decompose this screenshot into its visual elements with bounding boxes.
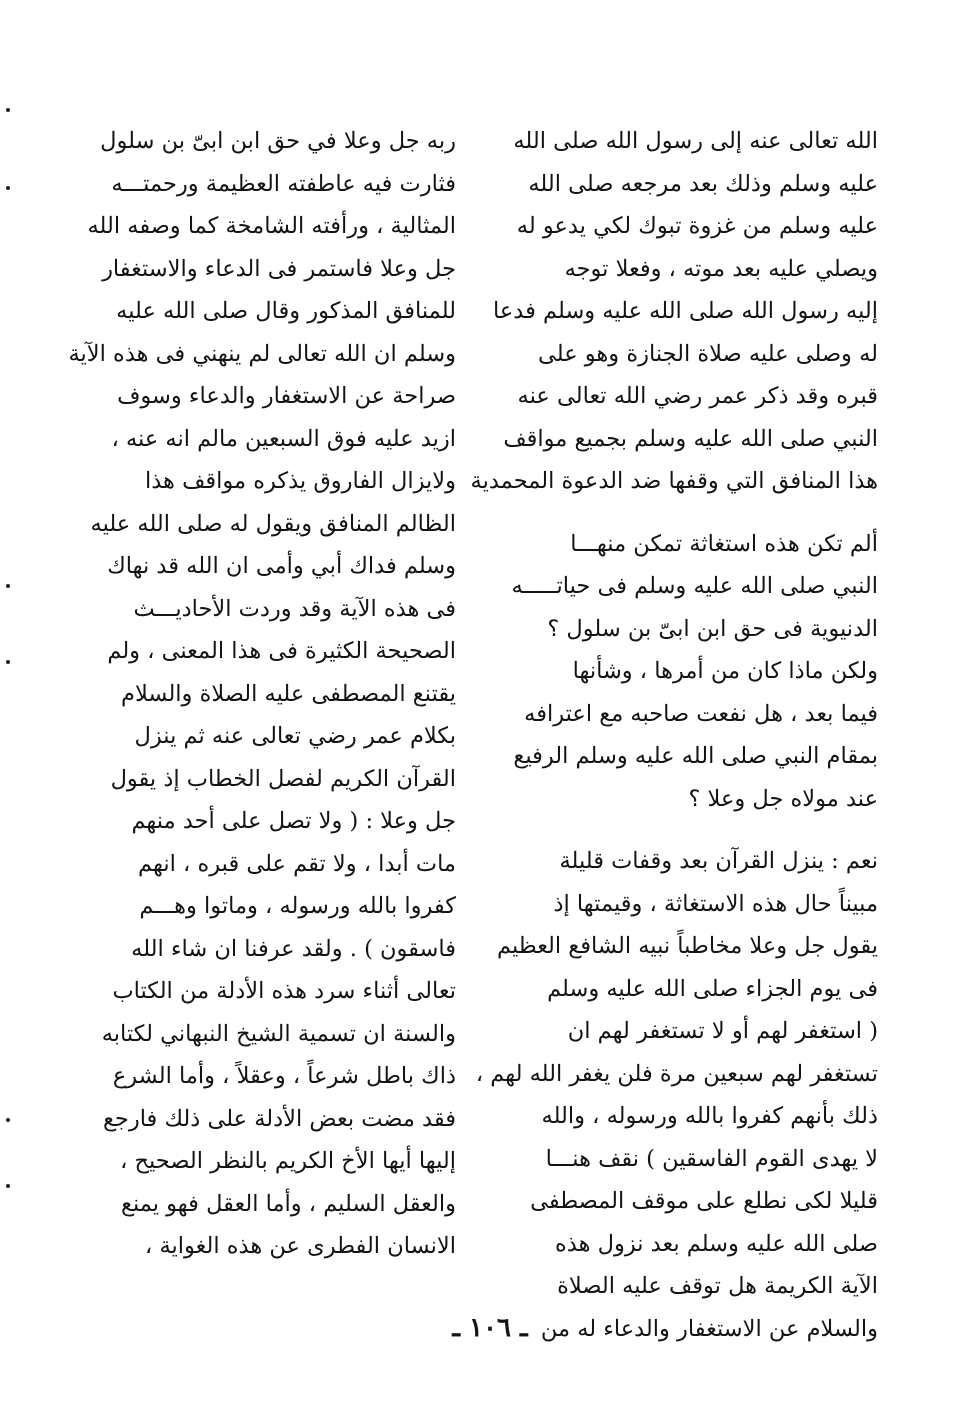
text-line: عليه وسلم وذلك بعد مرجعه صلى الله [528,170,878,197]
text-line: لا يهدى القوم الفاسقين ) نقف هنـــا [545,1145,878,1172]
text-line: هذا المنافق التي وقفها ضد الدعوة المحمدية [470,468,878,494]
text-line: وسلم ان الله تعالى لم ينهني فى هذه الآية [68,340,456,367]
text-line: ( استغفر لهم أو لا تستغفر لهم ان [567,1018,878,1044]
margin-mark [6,1118,10,1122]
text-line: عليه وسلم من غزوة تبوك لكي يدعو له [516,213,878,239]
text-line: بمقام النبي صلى الله عليه وسلم الرفيع [513,743,878,769]
text-line: قبره وقد ذكر عمر رضي الله تعالى عنه [517,383,878,409]
page-number: ـ ١٠٦ ـ [452,1313,528,1343]
margin-mark [6,1184,10,1188]
text-line: فقد مضت بعض الأدلة على ذلك فارجع [102,1105,456,1132]
margin-mark [6,660,10,664]
text-line: فاسقون ) . ولقد عرفنا ان شاء الله [131,935,456,962]
text-line: الدنيوية فى حق ابن ابىّ بن سلول ؟ [547,615,878,642]
text-line: صلى الله عليه وسلم بعد نزول هذه [555,1230,878,1257]
text-line: مات أبدا ، ولا تقم على قبره ، انهم [138,850,456,877]
text-line: ولايزال الفاروق يذكره مواقف هذا [144,468,456,494]
text-line: والسنة ان تسمية الشيخ النبهاني لكتابه [101,1020,456,1047]
text-line: وسلم فداك أبي وأمى ان الله قد نهاك [107,553,456,579]
text-line: تستغفر لهم سبعين مرة فلن يغفر الله لهم ، [475,1060,878,1087]
paragraph [68,120,456,1268]
text-line: فثارت فيه عاطفته العظيمة ورحمتـــه [111,170,456,197]
text-line: يقتنع المصطفى عليه الصلاة والسلام [121,680,456,707]
text-line: الصحيحة الكثيرة فى هذا المعنى ، ولم [107,638,456,664]
text-line: الآية الكريمة هل توقف عليه الصلاة [557,1273,878,1299]
text-line: ولكن ماذا كان من أمرها ، وشأنها [572,658,878,684]
text-line: قليلا لكى نطلع على موقف المصطفى [530,1188,878,1214]
text-line: كفروا بالله ورسوله ، وماتوا وهـــم [139,893,456,919]
paragraph-gap [512,820,878,840]
text-line: ويصلي عليه بعد موته ، وفعلا توجه [564,255,878,282]
text-line: جل وعلا فاستمر فى الدعاء والاستغفار [102,255,456,282]
text-line: القرآن الكريم لفصل الخطاب إذ يقول [110,765,456,792]
margin-mark [6,584,10,588]
text-line: فيما بعد ، هل نفعت صاحبه مع اعترافه [524,700,878,727]
text-line: ازيد عليه فوق السبعين مالم انه عنه ، [111,425,456,452]
text-line: ألم تكن هذه استغاثة تمكن منهـــا [570,530,878,557]
text-line: للمنافق المذكور وقال صلى الله عليه [116,298,456,324]
text-line: والسلام عن الاستغفار والدعاء له من [540,1315,878,1342]
text-line: له وصلى عليه صلاة الجنازة وهو على [538,340,878,367]
text-line: والعقل السليم ، وأما العقل فهو يمنع [120,1190,456,1217]
text-line: ربه جل وعلا في حق ابن ابىّ بن سلول [100,128,456,154]
paragraph-gap [512,503,878,523]
text-line: مبيناً حال هذه الاستغاثة ، وقيمتها إذ [553,890,878,917]
text-line: النبي صلى الله عليه وسلم بجميع مواقف [503,425,878,452]
text-line: تعالى أثناء سرد هذه الأدلة من الكتاب [112,978,456,1004]
text-line: الله تعالى عنه إلى رسول الله صلى الله [513,128,878,154]
text-line: يقول جل وعلا مخاطباً نبيه الشافع العظيم [496,933,878,959]
text-line: نعم : ينزل القرآن بعد وقفات قليلة [559,848,878,874]
text-line: إليها أيها الأخ الكريم بالنظر الصحيح ، [120,1148,456,1174]
text-line: النبي صلى الله عليه وسلم فى حياتـــــه [511,573,878,599]
text-line: الانسان الفطرى عن هذه الغواية ، [145,1233,456,1259]
text-line: فى هذه الآية وقد وردت الأحاديـــث [133,595,456,622]
text-line: صراحة عن الاستغفار والدعاء وسوف [117,383,456,409]
left-column [68,120,456,1268]
text-line: المثالية ، ورأفته الشامخة كما وصفه الله [87,213,456,239]
margin-mark [6,186,10,190]
text-line: ذلك بأنهم كفروا بالله ورسوله ، والله [541,1103,878,1129]
text-line: ذاك باطل شرعاً ، وعقلاً ، وأما الشرع [112,1063,456,1089]
paragraph [512,523,878,821]
paragraph [470,120,878,503]
text-line: جل وعلا : ( ولا تصل على أحد منهم [131,808,456,834]
text-line: إليه رسول الله صلى الله عليه وسلم فدعا [493,298,878,324]
text-line: بكلام عمر رضي تعالى عنه ثم ينزل [134,723,456,749]
margin-mark [6,108,10,112]
text-line: الظالم المنافق ويقول له صلى الله عليه [90,510,456,537]
text-line: عند مولاه جل وعلا ؟ [688,785,878,812]
text-line: فى يوم الجزاء صلى الله عليه وسلم [547,975,878,1002]
